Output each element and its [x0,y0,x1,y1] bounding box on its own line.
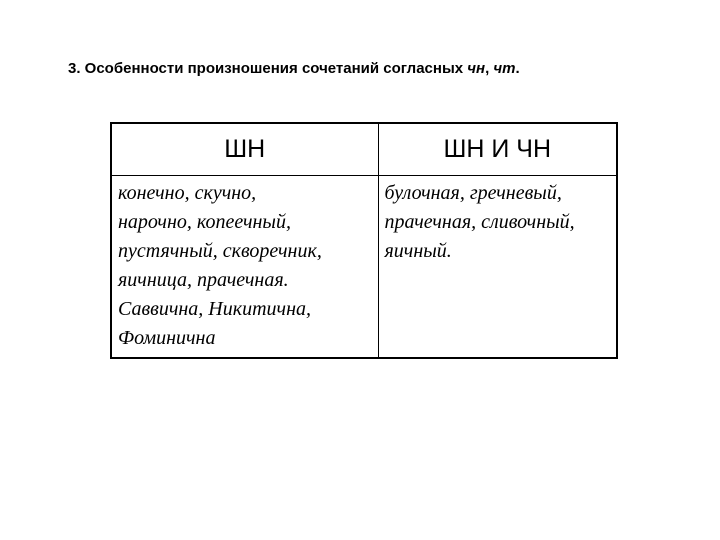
title-prefix: 3. Особенности произношения сочетаний согласных [68,60,468,77]
title-combo-chn: чн [467,60,486,77]
header-sh-and-chn: ШН И ЧН [378,123,617,176]
example-line: булочная, гречневый, [384,182,562,204]
pronunciation-table [110,122,618,359]
table-header-row [111,123,617,176]
example-line: пустячный, скворечник, [118,240,322,262]
cell-sh-chn-examples [378,176,617,359]
example-line: прачечная, сливочный, [384,211,575,233]
example-line: Фоминична [118,327,216,349]
example-line: яичный. [384,240,452,262]
title-combo-cht: чт [493,60,516,77]
example-line: яичница, прачечная. [118,269,289,291]
cell-sh-examples [111,176,378,359]
table-row [111,176,617,359]
slide-title [68,60,708,77]
title-separator: , [485,60,494,77]
example-line: нарочно, копеечный, [118,211,291,233]
example-line: конечно, скучно, [118,182,257,204]
title-suffix: . [515,60,520,77]
example-line: Саввична, Никитична, [118,298,312,320]
header-sh: ШН [111,123,378,176]
